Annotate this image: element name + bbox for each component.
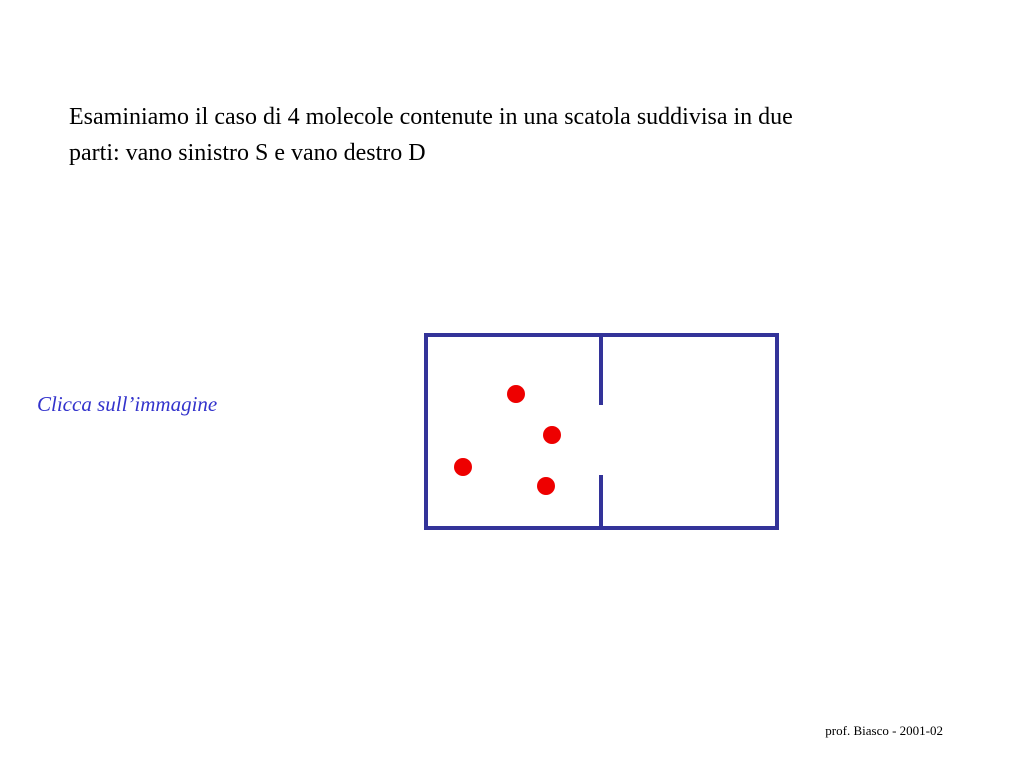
footer-credit: prof. Biasco - 2001-02 [825, 723, 943, 738]
molecule [507, 385, 525, 403]
intro-text [69, 99, 969, 171]
molecule [454, 458, 472, 476]
click-hint-link[interactable]: Clicca sull’immagine [37, 392, 218, 416]
intro-line-2: parti: vano sinistro S e vano destro D [69, 140, 426, 166]
molecule-box-image[interactable] [424, 333, 780, 531]
molecule [537, 477, 555, 495]
intro-line-1: Esaminiamo il caso di 4 molecole contenute in una scatola suddivisa in due [69, 104, 793, 130]
molecule [543, 426, 561, 444]
molecule-box-figure [424, 333, 780, 531]
